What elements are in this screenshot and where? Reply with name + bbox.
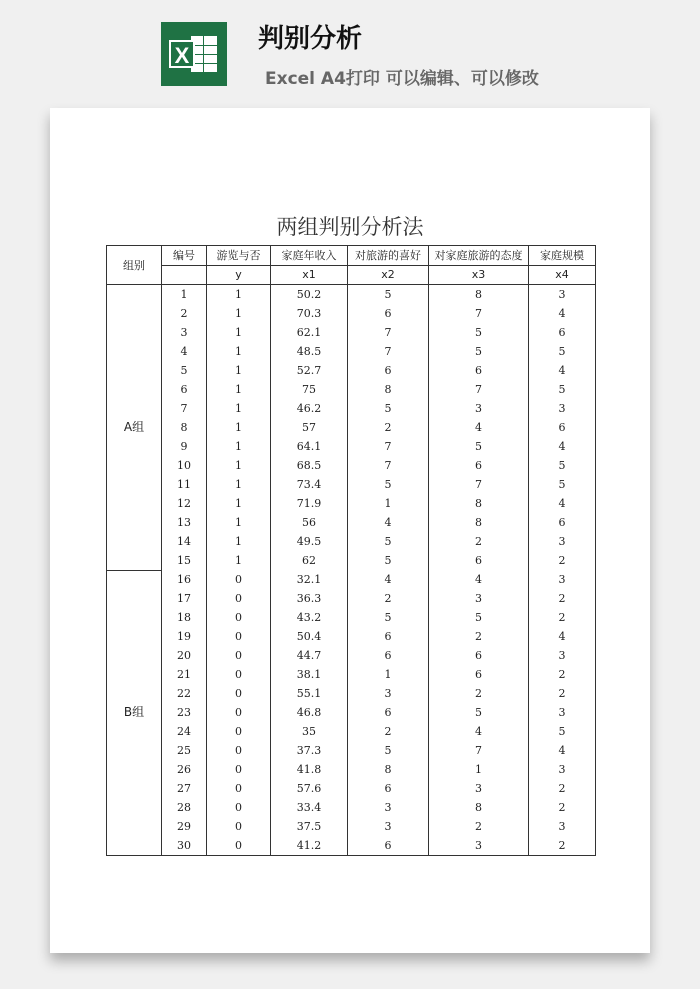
- table-cell: 6: [529, 323, 596, 342]
- table-cell: 2: [162, 304, 207, 323]
- table-cell: 1: [348, 665, 429, 684]
- table-cell: 3: [348, 684, 429, 703]
- table-cell: 2: [529, 608, 596, 627]
- table-cell: 20: [162, 646, 207, 665]
- table-cell: 6: [348, 627, 429, 646]
- page-subtitle: Excel A4打印 可以编辑、可以修改: [265, 69, 539, 89]
- table-cell: 75: [271, 380, 348, 399]
- table-cell: 41.2: [271, 836, 348, 856]
- table-cell: 23: [162, 703, 207, 722]
- table-cell: 19: [162, 627, 207, 646]
- table-cell: 3: [529, 285, 596, 305]
- table-cell: 43.2: [271, 608, 348, 627]
- table-cell: 7: [429, 304, 529, 323]
- table-cell: 0: [207, 741, 271, 760]
- table-cell: 2: [529, 779, 596, 798]
- table-cell: 0: [207, 703, 271, 722]
- table-cell: 55.1: [271, 684, 348, 703]
- table-row: [107, 475, 596, 494]
- table-cell: 2: [529, 684, 596, 703]
- table-row: [107, 589, 596, 608]
- table-cell: 8: [162, 418, 207, 437]
- table-cell: 46.8: [271, 703, 348, 722]
- table-cell: 64.1: [271, 437, 348, 456]
- table-cell: 38.1: [271, 665, 348, 684]
- table-cell: 7: [348, 323, 429, 342]
- table-cell: 1: [348, 494, 429, 513]
- table-cell: 4: [529, 494, 596, 513]
- table-row: [107, 361, 596, 380]
- table-cell: 1: [207, 380, 271, 399]
- excel-icon: [161, 22, 227, 86]
- table-cell: 8: [429, 513, 529, 532]
- table-cell: 10: [162, 456, 207, 475]
- table-cell: 44.7: [271, 646, 348, 665]
- table-cell: 7: [429, 741, 529, 760]
- table-cell: 5: [529, 342, 596, 361]
- table-cell: 27: [162, 779, 207, 798]
- table-cell: 71.9: [271, 494, 348, 513]
- table-cell: 6: [348, 361, 429, 380]
- table-row: [107, 551, 596, 570]
- table-cell: 1: [207, 532, 271, 551]
- sheet-title: 两组判别分析法: [276, 215, 424, 239]
- table-cell: 3: [529, 817, 596, 836]
- table-cell: 4: [429, 722, 529, 741]
- column-header-attitude: 对家庭旅游的态度: [429, 246, 529, 266]
- table-cell: 0: [207, 722, 271, 741]
- table-cell: 7: [162, 399, 207, 418]
- table-cell: 70.3: [271, 304, 348, 323]
- table-cell: 48.5: [271, 342, 348, 361]
- table-row: [107, 798, 596, 817]
- table-cell: 2: [348, 589, 429, 608]
- table-cell: 2: [529, 551, 596, 570]
- column-header-income: 家庭年收入: [271, 246, 348, 266]
- group-label: A组: [107, 285, 162, 571]
- table-cell: 1: [207, 494, 271, 513]
- table-row: [107, 437, 596, 456]
- table-cell: 1: [207, 361, 271, 380]
- table-cell: 9: [162, 437, 207, 456]
- table-row: [107, 380, 596, 399]
- table-cell: 18: [162, 608, 207, 627]
- table-cell: 3: [529, 760, 596, 779]
- table-cell: 5: [529, 475, 596, 494]
- table-row: [107, 646, 596, 665]
- table-cell: 3: [429, 399, 529, 418]
- table-cell: 6: [429, 361, 529, 380]
- table-cell: 8: [348, 380, 429, 399]
- table-cell: 4: [429, 418, 529, 437]
- excel-x-logo: X: [169, 40, 195, 68]
- table-cell: 2: [429, 817, 529, 836]
- table-cell: 5: [348, 608, 429, 627]
- table-row: [107, 399, 596, 418]
- table-row: [107, 627, 596, 646]
- table-cell: 1: [207, 342, 271, 361]
- table-row: [107, 722, 596, 741]
- table-cell: 11: [162, 475, 207, 494]
- table-cell: 29: [162, 817, 207, 836]
- table-cell: 5: [429, 342, 529, 361]
- table-cell: 14: [162, 532, 207, 551]
- table-cell: 0: [207, 760, 271, 779]
- subheader-x4: x4: [529, 266, 596, 285]
- table-row: [107, 342, 596, 361]
- table-cell: 5: [529, 380, 596, 399]
- table-cell: 25: [162, 741, 207, 760]
- table-cell: 5: [429, 608, 529, 627]
- table-cell: 12: [162, 494, 207, 513]
- table-cell: 2: [429, 627, 529, 646]
- table-cell: 6: [529, 513, 596, 532]
- column-header-id: 编号: [162, 246, 207, 266]
- table-cell: 4: [162, 342, 207, 361]
- table-cell: 1: [207, 551, 271, 570]
- table-cell: 5: [348, 475, 429, 494]
- table-cell: 3: [529, 703, 596, 722]
- table-row: [107, 760, 596, 779]
- table-cell: 1: [207, 475, 271, 494]
- table-cell: 1: [207, 399, 271, 418]
- table-cell: 2: [348, 722, 429, 741]
- table-cell: 2: [529, 836, 596, 856]
- table-cell: 1: [207, 304, 271, 323]
- table-cell: 0: [207, 798, 271, 817]
- table-cell: 6: [429, 456, 529, 475]
- table-row: [107, 513, 596, 532]
- table-cell: 16: [162, 570, 207, 589]
- table-cell: 5: [429, 437, 529, 456]
- table-cell: 36.3: [271, 589, 348, 608]
- table-cell: 4: [529, 361, 596, 380]
- table-cell: 35: [271, 722, 348, 741]
- table-cell: 22: [162, 684, 207, 703]
- table-cell: 37.5: [271, 817, 348, 836]
- page-title: 判别分析: [258, 24, 363, 54]
- table-cell: 7: [348, 342, 429, 361]
- table-cell: 26: [162, 760, 207, 779]
- table-row: [107, 570, 596, 589]
- table-cell: 4: [529, 437, 596, 456]
- table-row: [107, 532, 596, 551]
- table-cell: 3: [529, 646, 596, 665]
- table-cell: 62: [271, 551, 348, 570]
- table-row: [107, 836, 596, 856]
- table-cell: 37.3: [271, 741, 348, 760]
- table-cell: 6: [429, 551, 529, 570]
- table-cell: 3: [348, 798, 429, 817]
- table-cell: 7: [348, 456, 429, 475]
- table-cell: 8: [429, 285, 529, 305]
- table-cell: 0: [207, 646, 271, 665]
- table-cell: 13: [162, 513, 207, 532]
- table-cell: 5: [429, 323, 529, 342]
- table-row: [107, 285, 596, 305]
- table-cell: 3: [529, 570, 596, 589]
- table-cell: 62.1: [271, 323, 348, 342]
- table-cell: 0: [207, 779, 271, 798]
- column-header-preference: 对旅游的喜好: [348, 246, 429, 266]
- table-cell: 6: [348, 646, 429, 665]
- table-cell: 3: [162, 323, 207, 342]
- table-cell: 6: [429, 665, 529, 684]
- table-cell: 1: [207, 437, 271, 456]
- table-cell: 0: [207, 570, 271, 589]
- table-cell: 6: [348, 836, 429, 856]
- table-cell: 0: [207, 836, 271, 856]
- table-cell: 5: [348, 741, 429, 760]
- table-cell: 3: [429, 836, 529, 856]
- table-cell: 4: [529, 741, 596, 760]
- data-table: [106, 245, 596, 856]
- table-cell: 41.8: [271, 760, 348, 779]
- column-header-group: 组别: [107, 246, 162, 285]
- table-cell: 4: [348, 570, 429, 589]
- table-cell: 3: [429, 779, 529, 798]
- table-cell: 6: [348, 304, 429, 323]
- table-cell: 0: [207, 608, 271, 627]
- table-row: [107, 304, 596, 323]
- table-cell: 1: [207, 418, 271, 437]
- column-header-family-size: 家庭规模: [529, 246, 596, 266]
- table-cell: 3: [529, 532, 596, 551]
- table-cell: 5: [529, 456, 596, 475]
- table-cell: 73.4: [271, 475, 348, 494]
- table-row: [107, 665, 596, 684]
- table-cell: 2: [529, 589, 596, 608]
- table-cell: 8: [429, 798, 529, 817]
- table-cell: 52.7: [271, 361, 348, 380]
- table-cell: 7: [429, 380, 529, 399]
- subheader-empty: [162, 266, 207, 285]
- table-row: [107, 456, 596, 475]
- table-cell: 32.1: [271, 570, 348, 589]
- table-cell: 0: [207, 589, 271, 608]
- table-cell: 7: [429, 475, 529, 494]
- table-cell: 6: [348, 779, 429, 798]
- table-cell: 1: [207, 513, 271, 532]
- table-cell: 56: [271, 513, 348, 532]
- table-cell: 5: [429, 703, 529, 722]
- table-cell: 6: [529, 418, 596, 437]
- table-cell: 0: [207, 665, 271, 684]
- table-cell: 0: [207, 684, 271, 703]
- table-cell: 7: [348, 437, 429, 456]
- table-cell: 3: [429, 589, 529, 608]
- table-cell: 5: [348, 551, 429, 570]
- table-cell: 2: [429, 684, 529, 703]
- table-cell: 46.2: [271, 399, 348, 418]
- table-cell: 5: [162, 361, 207, 380]
- table-row: [107, 779, 596, 798]
- table-cell: 3: [529, 399, 596, 418]
- table-row: [107, 418, 596, 437]
- table-cell: 0: [207, 627, 271, 646]
- table-cell: 2: [429, 532, 529, 551]
- subheader-y: y: [207, 266, 271, 285]
- table-row: [107, 323, 596, 342]
- table-cell: 6: [162, 380, 207, 399]
- table-cell: 4: [529, 304, 596, 323]
- table-cell: 6: [348, 703, 429, 722]
- table-cell: 5: [348, 285, 429, 305]
- table-cell: 17: [162, 589, 207, 608]
- table-cell: 0: [207, 817, 271, 836]
- table-cell: 33.4: [271, 798, 348, 817]
- table-cell: 1: [429, 760, 529, 779]
- column-header-visited: 游览与否: [207, 246, 271, 266]
- table-cell: 2: [529, 798, 596, 817]
- table-cell: 57: [271, 418, 348, 437]
- table-cell: 1: [207, 285, 271, 305]
- table-cell: 24: [162, 722, 207, 741]
- table-cell: 4: [429, 570, 529, 589]
- subheader-x2: x2: [348, 266, 429, 285]
- table-cell: 28: [162, 798, 207, 817]
- table-cell: 8: [429, 494, 529, 513]
- table-cell: 50.2: [271, 285, 348, 305]
- table-cell: 2: [529, 665, 596, 684]
- subheader-x3: x3: [429, 266, 529, 285]
- table-cell: 5: [529, 722, 596, 741]
- table-cell: 21: [162, 665, 207, 684]
- table-cell: 2: [348, 418, 429, 437]
- table-cell: 8: [348, 760, 429, 779]
- table-row: [107, 608, 596, 627]
- table-cell: 1: [207, 323, 271, 342]
- table-cell: 68.5: [271, 456, 348, 475]
- table-cell: 4: [529, 627, 596, 646]
- group-label: B组: [107, 570, 162, 856]
- table-cell: 6: [429, 646, 529, 665]
- table-cell: 50.4: [271, 627, 348, 646]
- table-cell: 30: [162, 836, 207, 856]
- table-cell: 5: [348, 532, 429, 551]
- table-row: [107, 741, 596, 760]
- table-cell: 49.5: [271, 532, 348, 551]
- table-cell: 15: [162, 551, 207, 570]
- table-cell: 3: [348, 817, 429, 836]
- table-cell: 5: [348, 399, 429, 418]
- table-row: [107, 494, 596, 513]
- table-row: [107, 817, 596, 836]
- subheader-x1: x1: [271, 266, 348, 285]
- table-cell: 1: [207, 456, 271, 475]
- table-cell: 57.6: [271, 779, 348, 798]
- table-row: [107, 703, 596, 722]
- table-cell: 4: [348, 513, 429, 532]
- table-row: [107, 684, 596, 703]
- table-cell: 1: [162, 285, 207, 305]
